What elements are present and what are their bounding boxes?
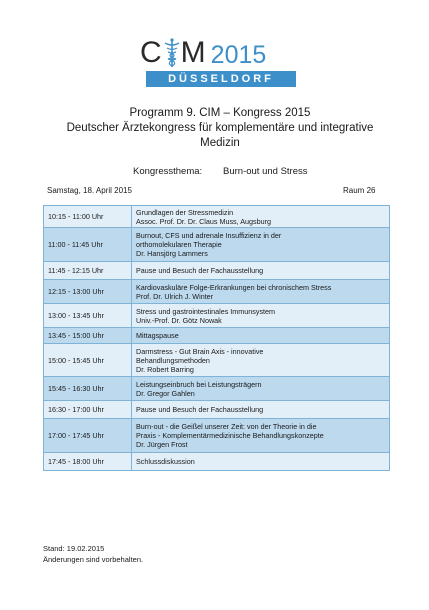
footer-status: Stand: 19.02.2015 — [43, 544, 105, 553]
schedule-line: Kardiovaskuläre Folge-Erkrankungen bei chronischem Stress — [136, 282, 332, 292]
title-line-3: Medizin — [200, 137, 240, 149]
schedule-line: Burn-out - die Geißel unserer Zeit: von der Theorie in die — [136, 422, 317, 431]
logo-city: DÜSSELDORF — [146, 71, 296, 87]
schedule-line: Darmstress - Gut Brain Axis - innovative — [136, 346, 264, 356]
schedule-line: Dr. Jürgen Frost — [136, 440, 188, 449]
room-label: Raum 26 — [343, 186, 376, 195]
schedule-line: Pause und Besuch der Fachausstellung — [136, 405, 264, 414]
schedule-line: Stress und gastrointestinales Immunsystem — [136, 306, 276, 316]
logo-brand-c: C — [140, 36, 163, 69]
schedule-line: Dr. Hansjörg Lammers — [136, 249, 208, 258]
schedule-line: Burnout, CFS und adrenale Insuffizienz in der — [136, 231, 282, 240]
schedule-time: 13:45 - 15:00 Uhr — [44, 328, 132, 343]
schedule-time: 17:45 - 18:00 Uhr — [44, 453, 132, 470]
schedule-line: Assoc. Prof. Dr. Dr. Claus Muss, Augsburg — [136, 216, 272, 226]
page-title — [20, 106, 420, 151]
schedule-table — [43, 205, 390, 471]
schedule-row — [43, 401, 390, 419]
logo-brand — [140, 38, 207, 68]
schedule-line: Dr. Gregor Gahlen — [136, 388, 195, 398]
schedule-row — [43, 206, 390, 228]
theme-label: Kongressthema: — [133, 166, 203, 177]
schedule-line: Mittagspause — [136, 331, 179, 340]
cim-logo — [140, 38, 300, 88]
schedule-description — [132, 228, 389, 261]
footer-note: Änderungen sind vorbehalten. — [43, 555, 144, 564]
schedule-time: 17:00 - 17:45 Uhr — [44, 419, 132, 452]
title-line-1: Programm 9. CIM – Kongress 2015 — [129, 107, 311, 119]
schedule-row — [43, 419, 390, 453]
schedule-description — [132, 304, 389, 327]
schedule-time: 16:30 - 17:00 Uhr — [44, 401, 132, 418]
schedule-line: Grundlagen der Stressmedizin — [136, 207, 234, 217]
schedule-line: Pause und Besuch der Fachausstellung — [136, 266, 264, 275]
schedule-description — [132, 262, 389, 279]
schedule-time: 15:00 - 15:45 Uhr — [44, 344, 132, 376]
schedule-description — [132, 377, 389, 400]
schedule-time: 12:15 - 13:00 Uhr — [44, 280, 132, 303]
schedule-row — [43, 377, 390, 401]
logo-year: 2015 — [210, 41, 267, 69]
schedule-line: Univ.-Prof. Dr. Götz Nowak — [136, 315, 222, 325]
logo-brand-m: M — [180, 36, 207, 69]
schedule-line: orthomolekularen Therapie — [136, 240, 222, 249]
schedule-time: 11:45 - 12:15 Uhr — [44, 262, 132, 279]
schedule-row — [43, 328, 390, 344]
event-date: Samstag, 18. April 2015 — [47, 186, 132, 195]
schedule-row — [43, 280, 390, 304]
title-line-2: Deutscher Ärztekongress für komplementäre und integrative — [66, 122, 374, 134]
schedule-description — [132, 401, 389, 418]
schedule-row — [43, 262, 390, 280]
schedule-description — [132, 419, 389, 452]
schedule-description — [132, 206, 389, 227]
schedule-time: 13:00 - 13:45 Uhr — [44, 304, 132, 327]
schedule-line: Prof. Dr. Ulrich J. Winter — [136, 291, 214, 301]
schedule-description — [132, 453, 389, 470]
schedule-line: Leistungseinbruch bei Leistungsträgern — [136, 379, 262, 389]
schedule-line: Schlussdiskussion — [136, 457, 195, 466]
schedule-time: 10:15 - 11:00 Uhr — [44, 206, 132, 227]
schedule-line: Praxis - Komplementärmedizinische Behandlungskonzepte — [136, 431, 324, 440]
schedule-line: Dr. Robert Barring — [136, 364, 194, 374]
caduceus-icon — [164, 38, 180, 68]
schedule-description — [132, 280, 389, 303]
schedule-row — [43, 344, 390, 377]
schedule-description — [132, 328, 389, 343]
schedule-row — [43, 304, 390, 328]
schedule-description — [132, 344, 389, 376]
schedule-line: Behandlungsmethoden — [136, 355, 210, 365]
schedule-time: 11:00 - 11:45 Uhr — [44, 228, 132, 261]
schedule-row — [43, 228, 390, 262]
theme-value: Burn-out und Stress — [223, 166, 308, 177]
schedule-row — [43, 453, 390, 471]
schedule-time: 15:45 - 16:30 Uhr — [44, 377, 132, 400]
